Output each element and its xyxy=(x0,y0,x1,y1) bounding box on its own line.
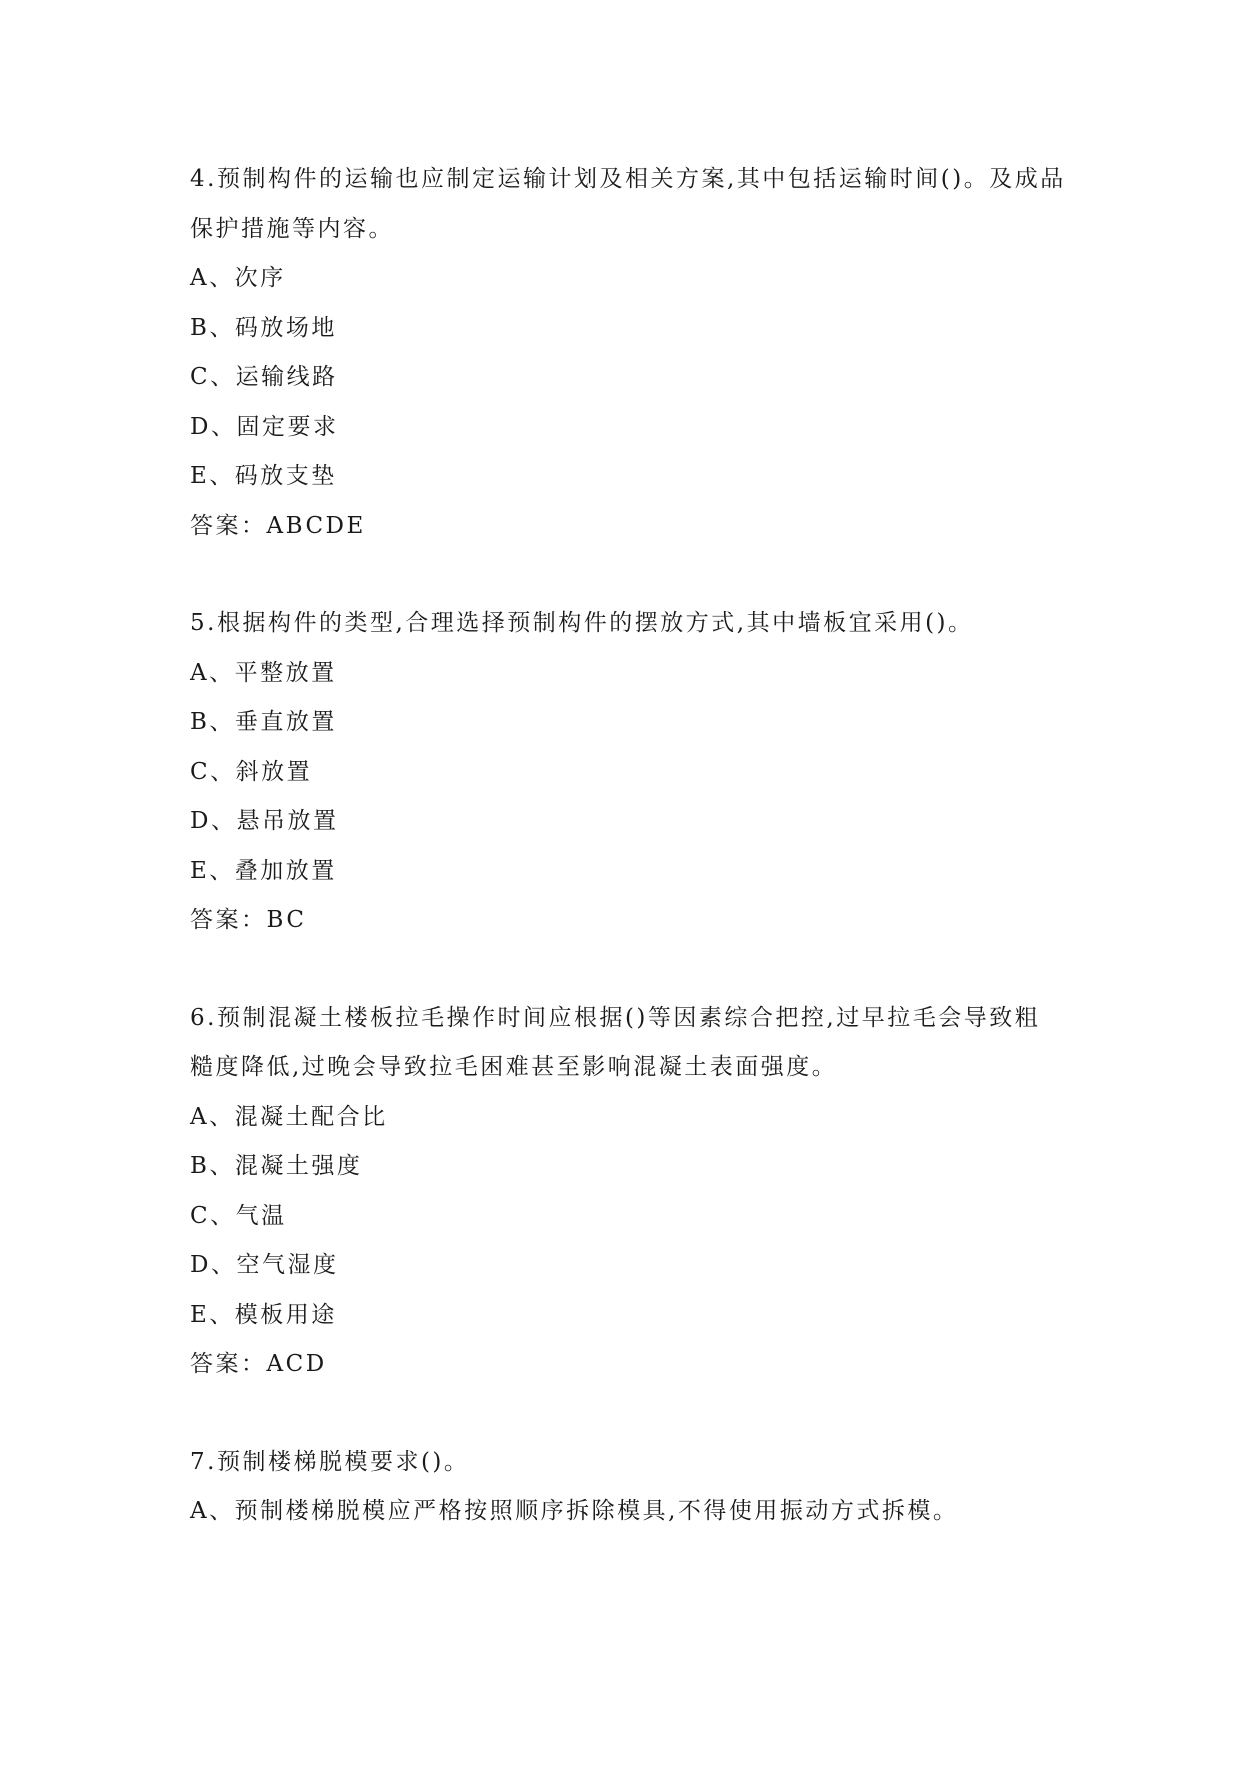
question-5 xyxy=(190,599,1090,946)
document-page xyxy=(190,155,1090,1585)
option-a: A、次序 xyxy=(190,265,286,291)
question-stem-line: 保护措施等内容。 xyxy=(190,215,394,242)
answer-line: 答案：BC xyxy=(190,907,307,933)
option-e: E、叠加放置 xyxy=(190,857,337,884)
question-stem-line: 5.根据构件的类型,合理选择预制构件的摆放方式,其中墙板宜采用()。 xyxy=(190,610,974,636)
question-stem-line: 7.预制楼梯脱模要求()。 xyxy=(190,1448,470,1475)
question-stem-line: 4.预制构件的运输也应制定运输计划及相关方案,其中包括运输时间()。及成品 xyxy=(190,166,1066,192)
option-b: B、垂直放置 xyxy=(190,709,337,735)
question-6 xyxy=(190,994,1090,1390)
option-c: C、气温 xyxy=(190,1202,287,1229)
option-b: B、混凝土强度 xyxy=(190,1153,363,1179)
option-d: D、悬吊放置 xyxy=(190,808,339,834)
option-c: C、斜放置 xyxy=(190,758,313,785)
option-d: D、空气湿度 xyxy=(190,1252,339,1278)
option-e: E、码放支垫 xyxy=(190,463,337,489)
option-d: D、固定要求 xyxy=(190,413,339,440)
option-a: A、混凝土配合比 xyxy=(190,1103,388,1130)
option-c: C、运输线路 xyxy=(190,364,338,390)
question-7 xyxy=(190,1438,1090,1537)
answer-line: 答案：ACD xyxy=(190,1351,327,1377)
option-e: E、模板用途 xyxy=(190,1301,337,1328)
answer-line: 答案：ABCDE xyxy=(190,512,366,539)
option-b: B、码放场地 xyxy=(190,314,337,341)
option-a: A、平整放置 xyxy=(190,659,337,686)
question-4 xyxy=(190,155,1090,551)
question-stem-line: 6.预制混凝土楼板拉毛操作时间应根据()等因素综合把控,过早拉毛会导致粗 xyxy=(190,1004,1041,1031)
question-stem-line: 糙度降低,过晚会导致拉毛困难甚至影响混凝土表面强度。 xyxy=(190,1054,838,1080)
option-a: A、预制楼梯脱模应严格按照顺序拆除模具,不得使用振动方式拆模。 xyxy=(190,1498,959,1524)
